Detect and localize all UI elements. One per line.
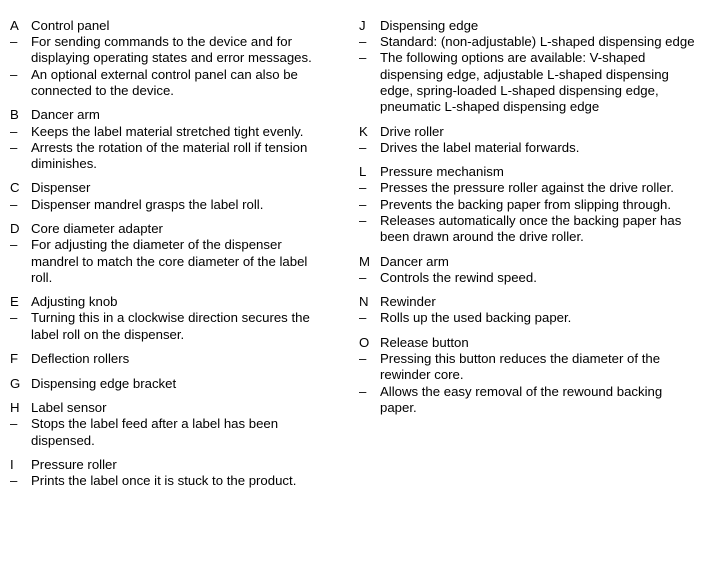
legend-description-item (359, 197, 699, 213)
dash-bullet: – (359, 34, 367, 50)
legend-letter: G (10, 375, 21, 391)
legend-letter: J (359, 18, 366, 33)
dash-bullet: – (359, 212, 367, 228)
legend-entry-header (10, 457, 330, 473)
legend-column-right (359, 18, 699, 424)
legend-entry-o (359, 335, 699, 416)
legend-description-item (10, 140, 330, 172)
dash-bullet: – (359, 196, 367, 212)
dash-bullet: – (10, 416, 18, 432)
legend-description-item (10, 416, 330, 448)
legend-description-text: An optional external control panel can also be connected to the device. (31, 66, 298, 98)
legend-title: Pressure mechanism (380, 164, 504, 180)
legend-description-item (359, 351, 699, 383)
legend-description-item (359, 310, 699, 326)
dash-bullet: – (359, 50, 367, 66)
legend-description-text: Controls the rewind speed. (380, 269, 537, 285)
legend-entry-j (359, 18, 699, 115)
legend-description-item (359, 34, 699, 50)
dash-bullet: – (10, 123, 18, 139)
legend-description-text: Dispenser mandrel grasps the label roll. (31, 196, 264, 212)
legend-title: Drive roller (380, 123, 444, 139)
legend-description-text: Turning this in a clockwise direction secures the label roll on the dispenser. (31, 310, 310, 342)
legend-letter: A (10, 18, 19, 33)
dash-bullet: – (10, 66, 18, 82)
legend-description-item (10, 237, 330, 286)
legend-title: Deflection rollers (31, 351, 130, 367)
legend-entry-c (10, 180, 330, 212)
legend-description-item (359, 270, 699, 286)
legend-entry-header (10, 351, 330, 367)
legend-title: Dispenser (31, 180, 91, 196)
legend-description-text: Stops the label feed after a label has been dispensed. (31, 416, 279, 448)
legend-entry-e (10, 294, 330, 343)
legend-entry-b (10, 107, 330, 172)
legend-title: Release button (380, 334, 469, 350)
legend-letter: B (10, 107, 19, 123)
legend-letter: K (359, 123, 368, 139)
legend-title: Dancer arm (380, 253, 449, 269)
legend-entry-g (10, 376, 330, 392)
legend-entry-header (359, 335, 699, 351)
legend-letter: M (359, 253, 370, 269)
legend-entry-header (359, 294, 699, 310)
legend-description-text: Keeps the label material stretched tight evenly. (31, 123, 304, 139)
legend-description-item (359, 140, 699, 156)
dash-bullet: – (359, 310, 367, 326)
legend-description-text: For adjusting the diameter of the dispenser mandrel to match the core diameter of the label roll. (31, 237, 308, 285)
legend-description-item (10, 124, 330, 140)
legend-letter: C (10, 180, 20, 196)
dash-bullet: – (359, 269, 367, 285)
legend-title: Control panel (31, 18, 110, 33)
dash-bullet: – (10, 34, 18, 50)
legend-entry-i (10, 457, 330, 489)
dash-bullet: – (10, 139, 18, 155)
dash-bullet: – (10, 237, 18, 253)
legend-entry-header (10, 18, 330, 34)
legend-entry-header (359, 254, 699, 270)
legend-description-text: Allows the easy removal of the rewound backing paper. (380, 383, 663, 415)
legend-entry-header (10, 376, 330, 392)
legend-entry-header (10, 400, 330, 416)
legend-letter: N (359, 294, 369, 310)
legend-title: Dispensing edge bracket (31, 375, 177, 391)
legend-description-text: Pressing this button reduces the diameter of the rewinder core. (380, 351, 661, 383)
dash-bullet: – (10, 310, 18, 326)
dash-bullet: – (10, 473, 18, 489)
legend-title: Rewinder (380, 294, 436, 310)
legend-title: Adjusting knob (31, 294, 118, 310)
dash-bullet: – (359, 180, 367, 196)
dash-bullet: – (359, 383, 367, 399)
legend-description-text: Prevents the backing paper from slipping through. (380, 196, 672, 212)
legend-description-item (359, 213, 699, 245)
legend-description-text: Presses the pressure roller against the drive roller. (380, 180, 674, 196)
legend-entry-header (359, 124, 699, 140)
legend-entry-k (359, 124, 699, 156)
dash-bullet: – (359, 139, 367, 155)
legend-description-item (10, 67, 330, 99)
legend-description-item (10, 310, 330, 342)
legend-letter: L (359, 164, 367, 180)
legend-letter: I (10, 457, 14, 473)
legend-entry-f (10, 351, 330, 367)
legend-entry-header (10, 294, 330, 310)
legend-description-item (10, 473, 330, 489)
legend-description-text: Drives the label material forwards. (380, 139, 580, 155)
legend-description-text: The following options are available: V-shaped dispensing edge, adjustable L-shaped dispensing edge, spring-loaded L-shaped dispensing edge, pneumatic L-shaped dispensing edge (380, 50, 669, 115)
legend-title: Core diameter adapter (31, 221, 163, 237)
legend-letter: H (10, 400, 20, 416)
legend-entry-header (10, 107, 330, 123)
legend-title: Pressure roller (31, 457, 117, 473)
legend-title: Dancer arm (31, 107, 100, 123)
legend-entry-header (359, 164, 699, 180)
legend-title: Dispensing edge (380, 18, 479, 33)
legend-description-text: Prints the label once it is stuck to the product. (31, 473, 297, 489)
legend-entry-n (359, 294, 699, 326)
legend-letter: D (10, 221, 20, 237)
legend-description-text: Releases automatically once the backing paper has been drawn around the drive roller. (380, 212, 682, 245)
legend-entry-header (10, 221, 330, 237)
dash-bullet: – (359, 351, 367, 367)
legend-entry-header (10, 180, 330, 196)
legend-entry-h (10, 400, 330, 449)
legend-entry-a (10, 18, 330, 99)
legend-entry-header (359, 18, 699, 34)
legend-description-text: For sending commands to the device and for displaying operating states and error messages. (31, 34, 312, 66)
legend-description-item (359, 384, 699, 416)
legend-description-text: Rolls up the used backing paper. (380, 310, 572, 326)
legend-entry-m (359, 254, 699, 286)
dash-bullet: – (10, 196, 18, 212)
legend-description-item (359, 180, 699, 196)
legend-description-item (359, 50, 699, 115)
legend-letter: F (10, 351, 19, 367)
legend-title: Label sensor (31, 400, 107, 416)
legend-entry-l (359, 164, 699, 245)
legend-letter: O (359, 334, 370, 350)
legend-description-text: Standard: (non-adjustable) L-shaped dispensing edge (380, 34, 695, 50)
legend-column-left (10, 18, 330, 498)
legend-description-item (10, 34, 330, 66)
legend-entry-d (10, 221, 330, 286)
legend-description-item (10, 197, 330, 213)
legend-description-text: Arrests the rotation of the material roll if tension diminishes. (31, 139, 308, 171)
legend-letter: E (10, 294, 19, 310)
